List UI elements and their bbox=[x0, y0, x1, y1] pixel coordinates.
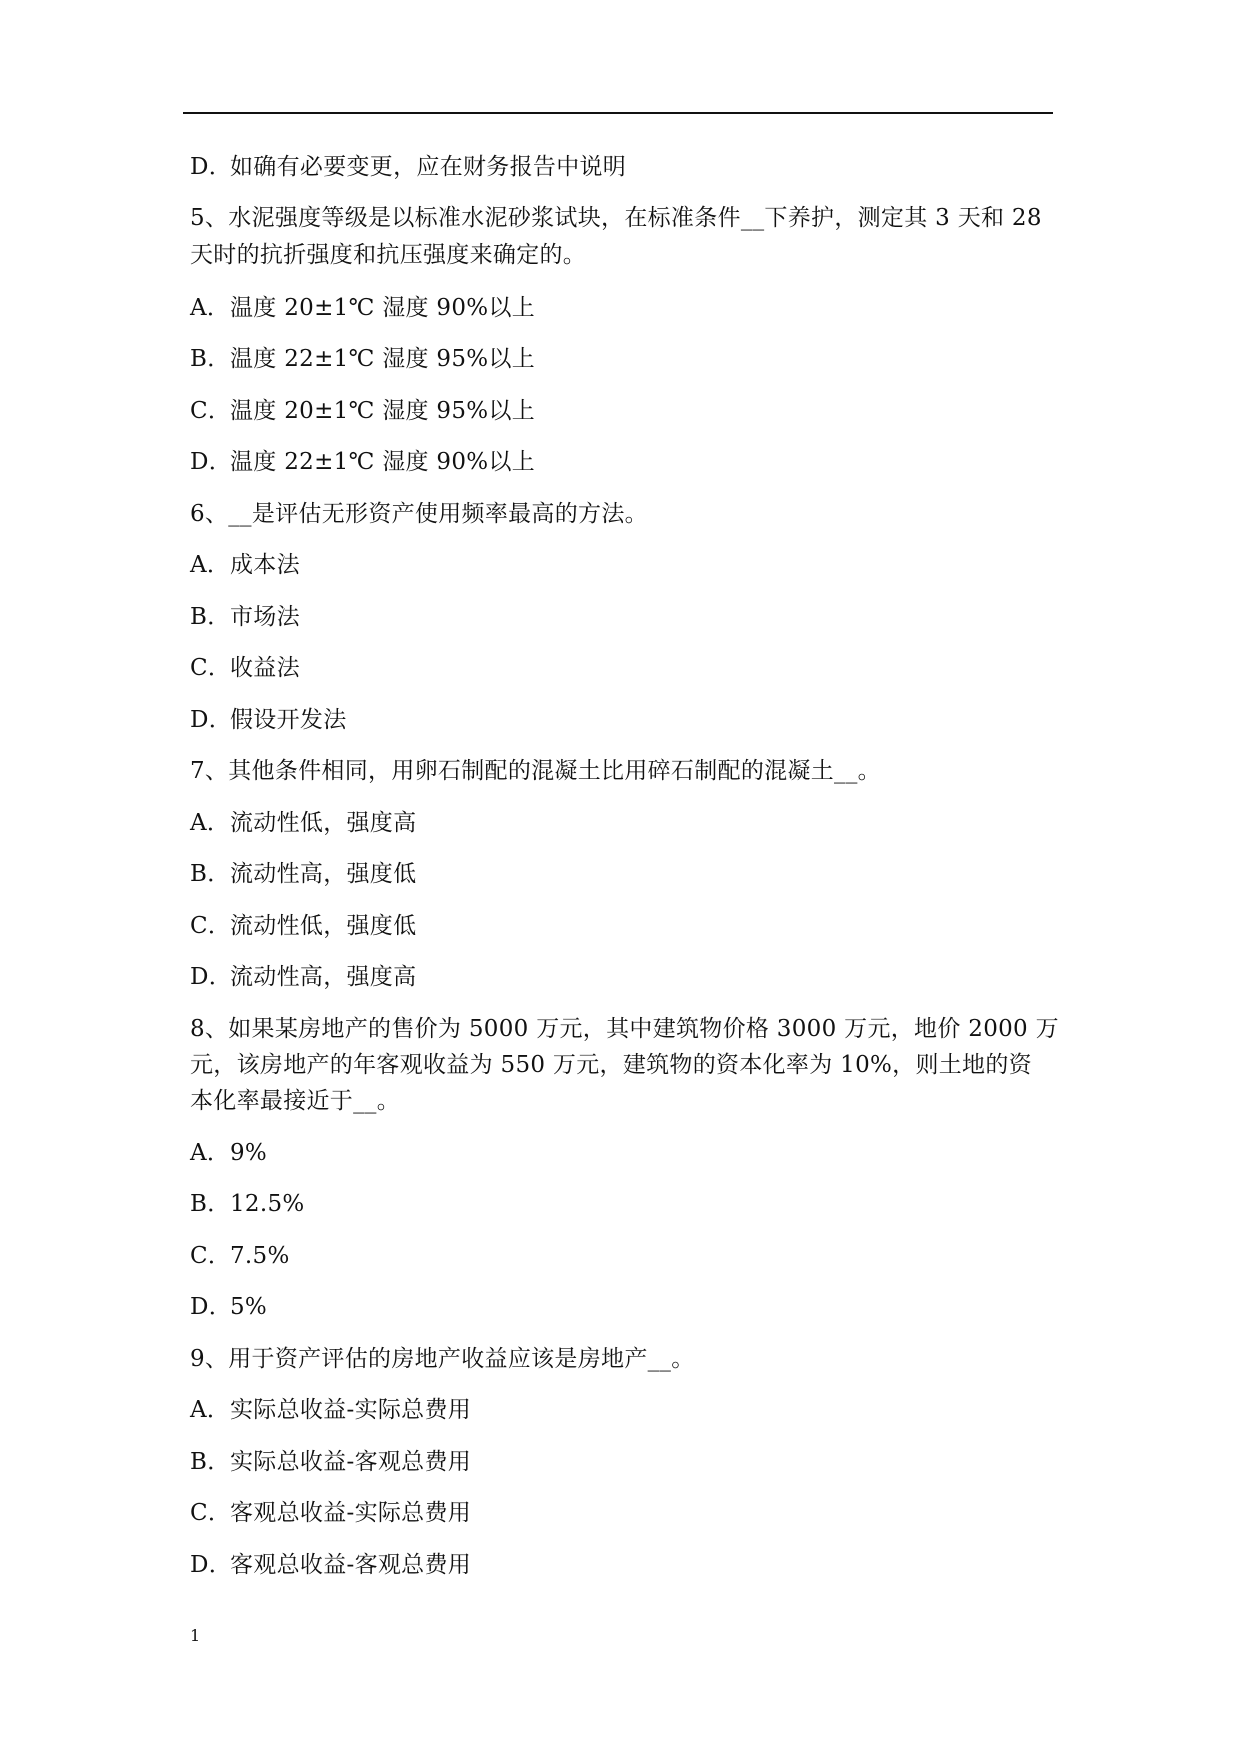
option-letter: D． bbox=[190, 964, 233, 990]
option-letter: A． bbox=[190, 1140, 231, 1166]
question-8-option-a bbox=[190, 1138, 267, 1168]
option-text: 流动性低，强度低 bbox=[230, 913, 417, 939]
question-8-option-d bbox=[190, 1292, 267, 1322]
option-text: 流动性高，强度低 bbox=[230, 861, 417, 887]
option-text: 实际总收益-实际总费用 bbox=[230, 1397, 472, 1423]
question-6-option-d bbox=[190, 705, 347, 735]
question-7-option-b bbox=[190, 859, 416, 889]
option-letter: A． bbox=[190, 810, 231, 836]
option-letter: B． bbox=[190, 346, 231, 372]
question-6-option-b bbox=[190, 602, 300, 632]
question-5-option-c bbox=[190, 396, 535, 426]
question-7-option-a bbox=[190, 808, 416, 838]
question-7-option-c bbox=[190, 911, 416, 941]
question-5-option-d bbox=[190, 447, 535, 477]
question-9-option-d bbox=[190, 1550, 471, 1580]
option-letter: D． bbox=[190, 449, 233, 475]
question-9-option-b bbox=[190, 1447, 471, 1477]
question-9-option-c bbox=[190, 1498, 471, 1528]
question-5-stem-line-2: 天时的抗折强度和抗压强度来确定的。 bbox=[190, 242, 587, 268]
question-9-stem-line-1: 9、用于资产评估的房地产收益应该是房地产__。 bbox=[190, 1346, 695, 1372]
question-5-stem-line-1: 5、水泥强度等级是以标准水泥砂浆试块，在标准条件__下养护，测定其 3 天和 28 bbox=[190, 205, 1042, 231]
option-letter: A． bbox=[190, 552, 231, 578]
option-letter: D． bbox=[190, 1552, 233, 1578]
option-text: 如确有必要变更，应在财务报告中说明 bbox=[230, 154, 627, 180]
header-rule bbox=[183, 112, 1053, 114]
option-text: 9% bbox=[230, 1140, 268, 1166]
option-text: 5% bbox=[230, 1294, 268, 1320]
option-letter: B． bbox=[190, 604, 231, 630]
question-6-stem-line-1: 6、__是评估无形资产使用频率最高的方法。 bbox=[190, 501, 648, 527]
option-text: 客观总收益-客观总费用 bbox=[230, 1552, 472, 1578]
option-text: 温度 22±1℃ 湿度 90%以上 bbox=[230, 449, 536, 475]
option-text: 收益法 bbox=[230, 655, 300, 681]
question-8-option-b bbox=[190, 1189, 305, 1219]
question-6-option-a bbox=[190, 550, 300, 580]
option-letter: D． bbox=[190, 154, 233, 180]
option-letter: C． bbox=[190, 398, 232, 424]
page-number: 1 bbox=[190, 1626, 201, 1645]
question-8-stem-line-3: 本化率最接近于__。 bbox=[190, 1088, 400, 1114]
question-5-option-a bbox=[190, 293, 535, 323]
option-text: 客观总收益-实际总费用 bbox=[230, 1500, 472, 1526]
option-letter: D． bbox=[190, 707, 233, 733]
option-letter: B． bbox=[190, 861, 231, 887]
question-8-stem-line-2: 元，该房地产的年客观收益为 550 万元，建筑物的资本化率为 10%，则土地的资 bbox=[190, 1052, 1032, 1078]
question-9-option-a bbox=[190, 1395, 471, 1425]
option-letter: B． bbox=[190, 1191, 231, 1217]
lead-option bbox=[190, 152, 626, 182]
question-7-stem-line-1: 7、其他条件相同，用卵石制配的混凝土比用碎石制配的混凝土__。 bbox=[190, 758, 881, 784]
option-text: 市场法 bbox=[230, 604, 300, 630]
option-text: 7.5% bbox=[230, 1243, 290, 1269]
option-letter: D． bbox=[190, 1294, 233, 1320]
option-text: 温度 22±1℃ 湿度 95%以上 bbox=[230, 346, 536, 372]
question-6-option-c bbox=[190, 653, 300, 683]
option-text: 温度 20±1℃ 湿度 90%以上 bbox=[230, 295, 536, 321]
option-text: 流动性高，强度高 bbox=[230, 964, 417, 990]
option-letter: C． bbox=[190, 1243, 232, 1269]
option-text: 12.5% bbox=[230, 1191, 305, 1217]
option-letter: C． bbox=[190, 1500, 232, 1526]
option-letter: C． bbox=[190, 913, 232, 939]
option-text: 假设开发法 bbox=[230, 707, 347, 733]
question-7-option-d bbox=[190, 962, 416, 992]
question-8-stem-line-1: 8、如果某房地产的售价为 5000 万元，其中建筑物价格 3000 万元，地价 2000 万 bbox=[190, 1016, 1059, 1042]
option-letter: C． bbox=[190, 655, 232, 681]
option-text: 流动性低，强度高 bbox=[230, 810, 417, 836]
option-letter: B． bbox=[190, 1449, 231, 1475]
option-letter: A． bbox=[190, 1397, 231, 1423]
question-8-option-c bbox=[190, 1241, 290, 1271]
option-letter: A． bbox=[190, 295, 231, 321]
option-text: 温度 20±1℃ 湿度 95%以上 bbox=[230, 398, 536, 424]
option-text: 实际总收益-客观总费用 bbox=[230, 1449, 472, 1475]
question-5-option-b bbox=[190, 344, 535, 374]
option-text: 成本法 bbox=[230, 552, 300, 578]
